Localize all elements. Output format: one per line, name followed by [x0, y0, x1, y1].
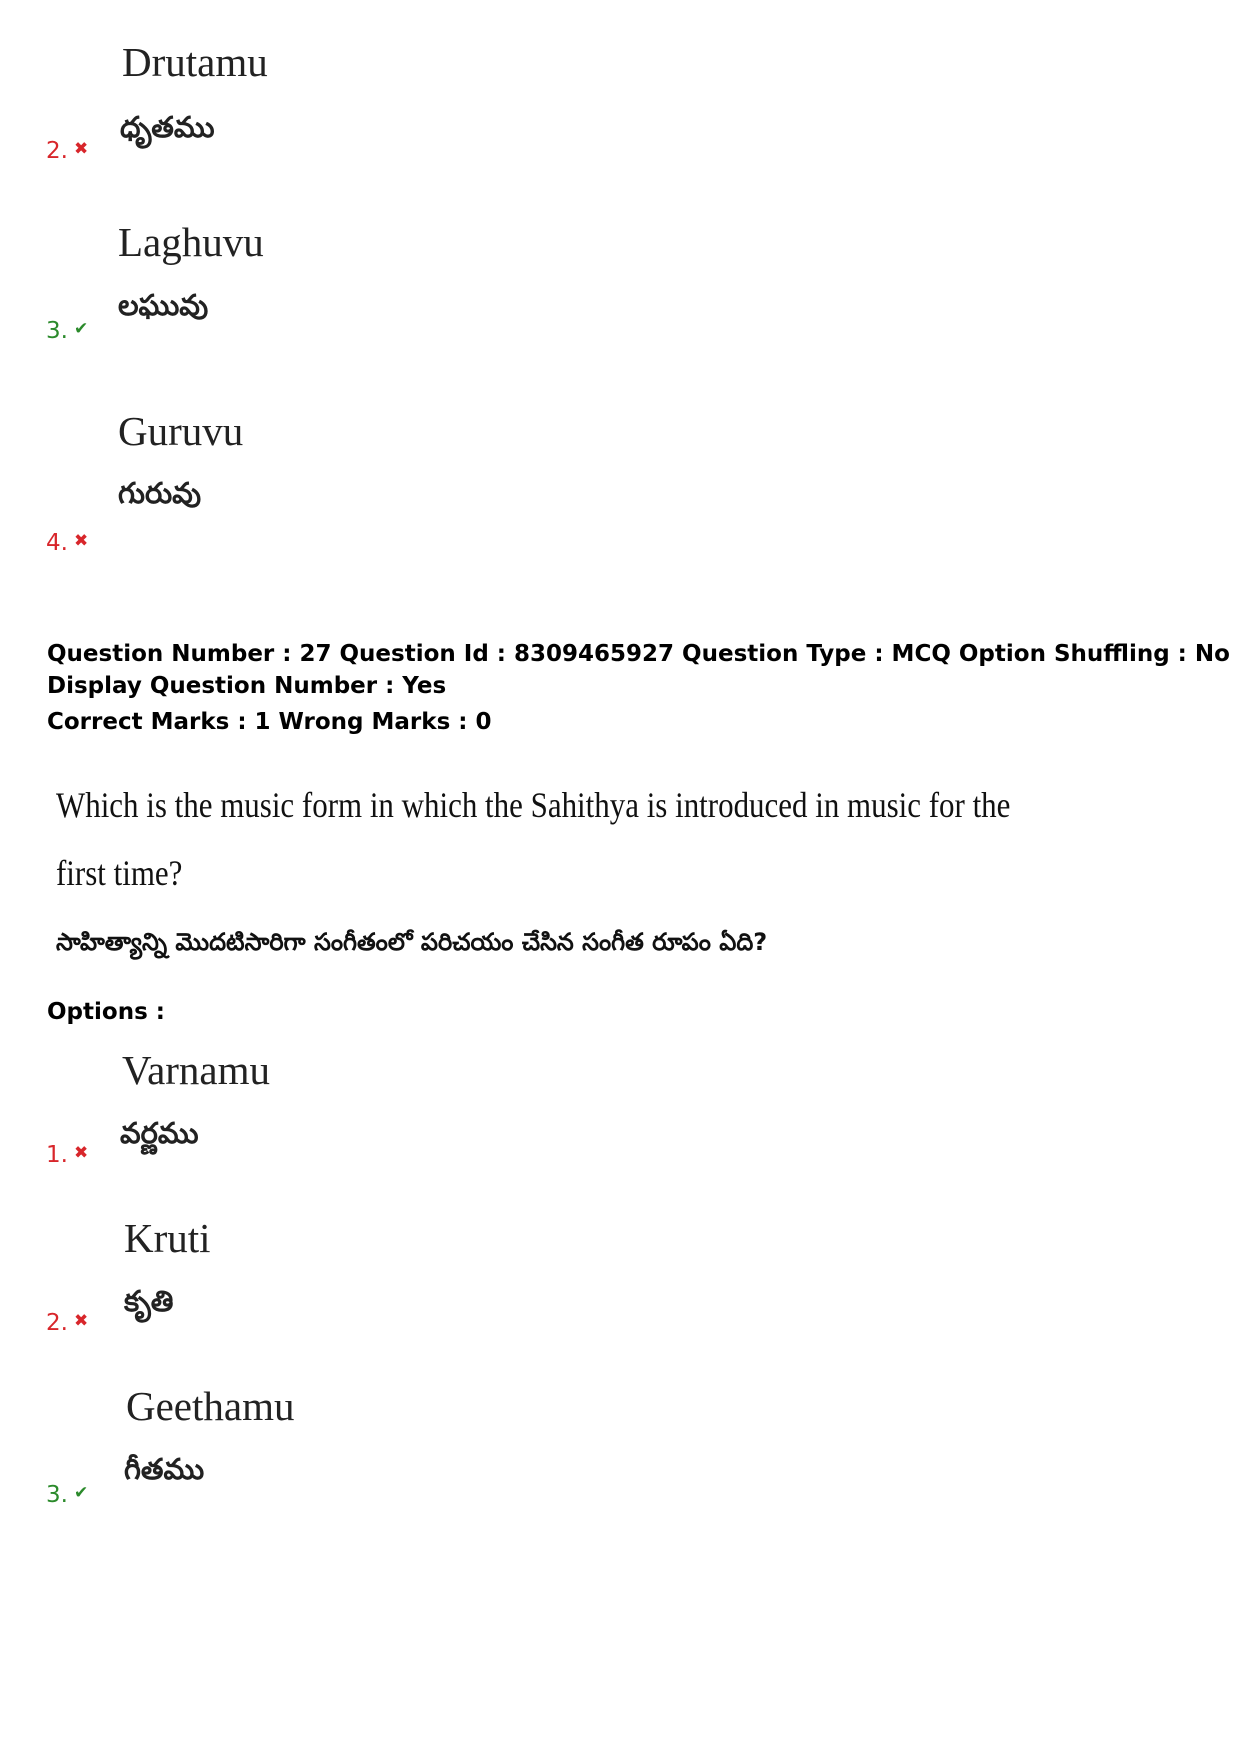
option-english: Geethamu [126, 1383, 295, 1429]
check-icon: ✔ [73, 319, 89, 339]
option-telugu: కృతి [124, 1284, 174, 1318]
cross-icon: ✖ [73, 1143, 89, 1163]
option-number [46, 138, 88, 164]
cross-icon: ✖ [73, 531, 89, 551]
marks-line: Correct Marks : 1 Wrong Marks : 0 [47, 709, 492, 735]
question-meta-line1: Question Number : 27 Question Id : 8309465927 Question Type : MCQ Option Shuffling : No [47, 641, 1230, 667]
option-telugu: లఘువు [118, 288, 209, 322]
option-telugu: గురువు [118, 476, 202, 510]
option-number-text: 1. [46, 1142, 68, 1168]
check-icon: ✔ [73, 1483, 89, 1503]
options-label: Options : [47, 999, 165, 1025]
option-number-text: 3. [46, 318, 68, 344]
option-number-text: 3. [46, 1482, 68, 1508]
question-text-english-line1: Which is the music form in which the Sahithya is introduced in music for the [56, 785, 1011, 825]
cross-icon: ✖ [73, 1311, 89, 1331]
option-number [46, 530, 88, 556]
question-text-telugu: సాహిత్యాన్ని మొదటిసారిగా సంగీతంలో పరిచయం చేసిన సంగీత రూపం ఏది? [56, 928, 768, 956]
option-number-text: 2. [46, 138, 68, 164]
option-english: Guruvu [118, 408, 244, 454]
option-telugu: ధృతము [120, 110, 215, 144]
option-number-text: 2. [46, 1310, 68, 1336]
option-telugu: వర్ణము [120, 1116, 199, 1150]
option-telugu: గీతము [124, 1452, 205, 1486]
option-english: Kruti [124, 1215, 211, 1261]
option-number [46, 1482, 88, 1508]
option-english: Varnamu [122, 1047, 271, 1093]
option-english: Laghuvu [118, 219, 264, 265]
option-english: Drutamu [122, 39, 268, 85]
option-number [46, 318, 88, 344]
option-number [46, 1310, 88, 1336]
cross-icon: ✖ [73, 139, 89, 159]
option-number-text: 4. [46, 530, 68, 556]
question-text-english-line2: first time? [56, 853, 183, 893]
question-meta-line2: Display Question Number : Yes [47, 673, 447, 699]
option-number [46, 1142, 88, 1168]
